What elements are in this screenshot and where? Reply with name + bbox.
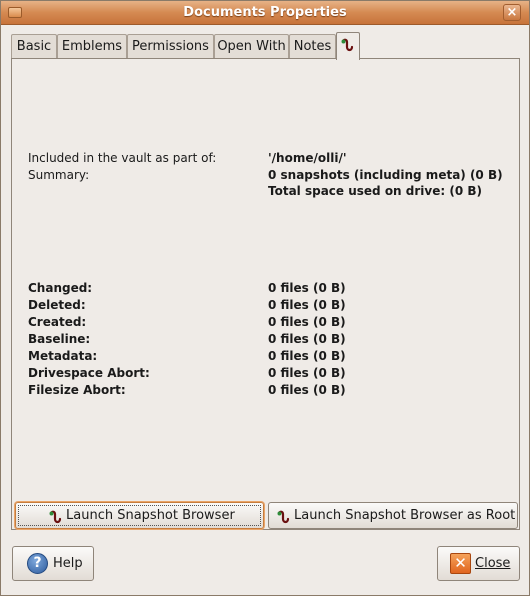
launch-browser-root-label: Launch Snapshot Browser as Root — [294, 508, 516, 523]
included-value: '/home/olli/' — [268, 151, 347, 165]
close-label: Close — [475, 556, 511, 571]
snapshot-panel — [11, 58, 520, 530]
summary-value: 0 snapshots (including meta) (0 B) — [268, 168, 503, 182]
snapshot-icon — [48, 509, 64, 525]
tab-snapshot[interactable] — [336, 32, 360, 60]
stat-label: Filesize Abort: — [28, 383, 126, 397]
help-icon: ? — [27, 553, 48, 574]
tab-open-with[interactable]: Open With — [214, 34, 289, 59]
launch-browser-label: Launch Snapshot Browser — [66, 508, 235, 523]
help-label: Help — [53, 556, 83, 571]
stat-label: Created: — [28, 315, 87, 329]
stat-value: 0 files (0 B) — [268, 281, 346, 295]
tab-emblems[interactable]: Emblems — [57, 34, 127, 59]
window-title: Documents Properties — [183, 5, 347, 20]
close-icon: ✕ — [450, 553, 471, 574]
total-space-value: Total space used on drive: (0 B) — [268, 184, 482, 198]
stat-label: Changed: — [28, 281, 93, 295]
stat-label: Drivespace Abort: — [28, 366, 150, 380]
stat-value: 0 files (0 B) — [268, 315, 346, 329]
window-close-button[interactable]: × — [503, 4, 521, 21]
stat-value: 0 files (0 B) — [268, 332, 346, 346]
close-button[interactable] — [437, 546, 520, 581]
stat-label: Baseline: — [28, 332, 91, 346]
stat-value: 0 files (0 B) — [268, 298, 346, 312]
tab-basic[interactable]: Basic — [11, 34, 57, 59]
snapshot-icon — [340, 37, 356, 53]
stat-value: 0 files (0 B) — [268, 349, 346, 363]
title-bar[interactable] — [1, 1, 529, 25]
stat-label: Metadata: — [28, 349, 98, 363]
tab-notes[interactable]: Notes — [289, 34, 336, 59]
launch-snapshot-browser-button[interactable] — [15, 502, 264, 529]
stat-label: Deleted: — [28, 298, 86, 312]
snapshot-icon — [276, 509, 292, 525]
tab-permissions[interactable]: Permissions — [127, 34, 214, 59]
stat-value: 0 files (0 B) — [268, 383, 346, 397]
stat-value: 0 files (0 B) — [268, 366, 346, 380]
summary-label: Summary: — [28, 168, 90, 182]
included-label: Included in the vault as part of: — [28, 151, 217, 165]
launch-snapshot-browser-root-button[interactable] — [268, 502, 518, 529]
help-button[interactable] — [12, 546, 94, 581]
